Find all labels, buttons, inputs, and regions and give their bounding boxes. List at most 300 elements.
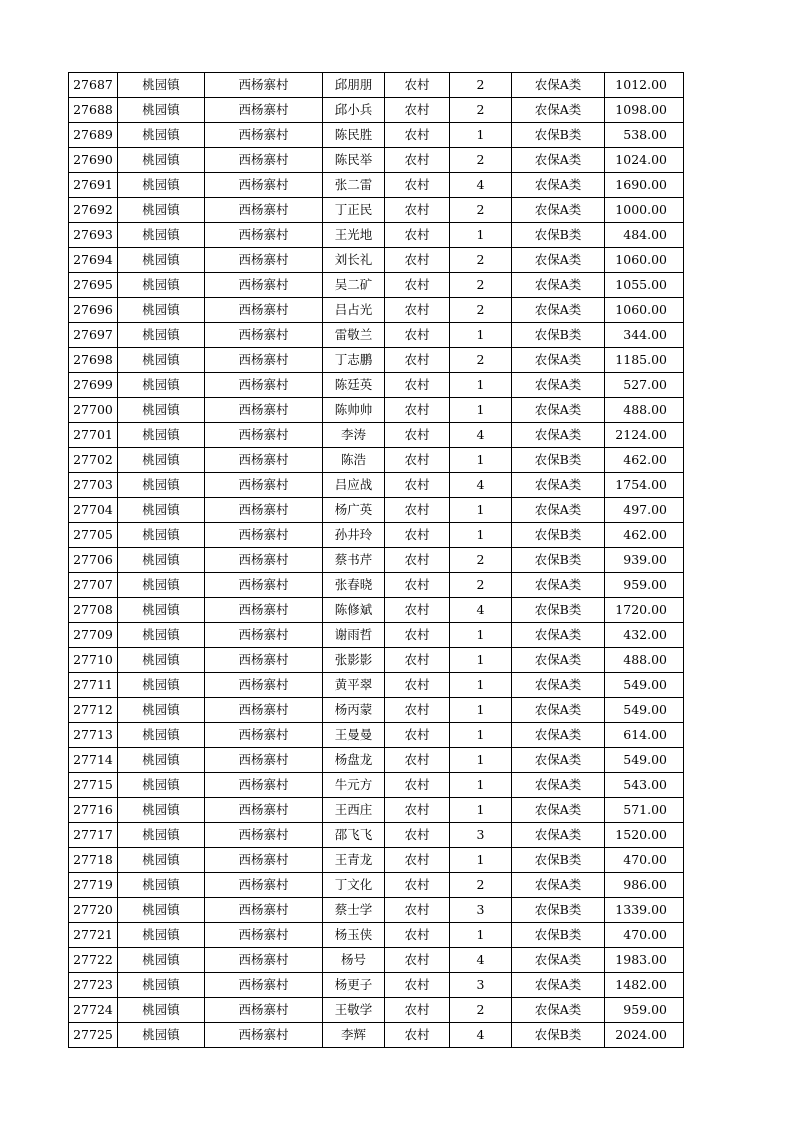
insurance-class-cell: 农保A类 (512, 973, 605, 998)
amount-cell: 1012.00 (605, 73, 684, 98)
town-cell: 桃园镇 (118, 548, 205, 573)
area-type-cell: 农村 (385, 823, 450, 848)
insurance-class-cell: 农保A类 (512, 298, 605, 323)
village-cell: 西杨寨村 (205, 73, 323, 98)
town-cell: 桃园镇 (118, 198, 205, 223)
amount-cell: 939.00 (605, 548, 684, 573)
amount-cell: 1482.00 (605, 973, 684, 998)
village-cell: 西杨寨村 (205, 723, 323, 748)
amount-cell: 1055.00 (605, 273, 684, 298)
record-id-cell: 27700 (69, 398, 118, 423)
record-id-cell: 27714 (69, 748, 118, 773)
town-cell: 桃园镇 (118, 673, 205, 698)
amount-cell: 488.00 (605, 398, 684, 423)
area-type-cell: 农村 (385, 173, 450, 198)
amount-cell: 1720.00 (605, 598, 684, 623)
area-type-cell: 农村 (385, 998, 450, 1023)
insurance-class-cell: 农保B类 (512, 448, 605, 473)
record-id-cell: 27722 (69, 948, 118, 973)
name-cell: 王曼曼 (323, 723, 385, 748)
name-cell: 陈民胜 (323, 123, 385, 148)
village-cell: 西杨寨村 (205, 348, 323, 373)
insurance-class-cell: 农保A类 (512, 98, 605, 123)
household-count-cell: 1 (450, 923, 512, 948)
village-cell: 西杨寨村 (205, 423, 323, 448)
household-count-cell: 1 (450, 748, 512, 773)
town-cell: 桃园镇 (118, 698, 205, 723)
table-row (69, 148, 684, 173)
table-row (69, 498, 684, 523)
town-cell: 桃园镇 (118, 223, 205, 248)
name-cell: 杨广英 (323, 498, 385, 523)
area-type-cell: 农村 (385, 848, 450, 873)
record-id-cell: 27716 (69, 798, 118, 823)
insurance-class-cell: 农保B类 (512, 1023, 605, 1048)
amount-cell: 538.00 (605, 123, 684, 148)
area-type-cell: 农村 (385, 398, 450, 423)
area-type-cell: 农村 (385, 548, 450, 573)
amount-cell: 432.00 (605, 623, 684, 648)
table-row (69, 623, 684, 648)
record-id-cell: 27724 (69, 998, 118, 1023)
name-cell: 蔡书芹 (323, 548, 385, 573)
insurance-class-cell: 农保A类 (512, 373, 605, 398)
name-cell: 丁志鹏 (323, 348, 385, 373)
insurance-class-cell: 农保B类 (512, 223, 605, 248)
amount-cell: 1000.00 (605, 198, 684, 223)
household-count-cell: 4 (450, 948, 512, 973)
insurance-class-cell: 农保A类 (512, 198, 605, 223)
name-cell: 张春晓 (323, 573, 385, 598)
amount-cell: 462.00 (605, 523, 684, 548)
household-count-cell: 1 (450, 523, 512, 548)
table-row (69, 973, 684, 998)
amount-cell: 549.00 (605, 673, 684, 698)
village-cell: 西杨寨村 (205, 223, 323, 248)
table-row (69, 173, 684, 198)
amount-cell: 2024.00 (605, 1023, 684, 1048)
table-row (69, 223, 684, 248)
record-id-cell: 27692 (69, 198, 118, 223)
record-id-cell: 27704 (69, 498, 118, 523)
amount-cell: 959.00 (605, 998, 684, 1023)
table-row (69, 723, 684, 748)
table-row (69, 423, 684, 448)
amount-cell: 549.00 (605, 698, 684, 723)
amount-cell: 986.00 (605, 873, 684, 898)
area-type-cell: 农村 (385, 698, 450, 723)
household-count-cell: 2 (450, 273, 512, 298)
village-cell: 西杨寨村 (205, 673, 323, 698)
town-cell: 桃园镇 (118, 598, 205, 623)
town-cell: 桃园镇 (118, 573, 205, 598)
area-type-cell: 农村 (385, 198, 450, 223)
town-cell: 桃园镇 (118, 873, 205, 898)
amount-cell: 484.00 (605, 223, 684, 248)
area-type-cell: 农村 (385, 523, 450, 548)
name-cell: 吕占光 (323, 298, 385, 323)
insurance-class-cell: 农保A类 (512, 773, 605, 798)
table-row (69, 998, 684, 1023)
name-cell: 王光地 (323, 223, 385, 248)
record-id-cell: 27691 (69, 173, 118, 198)
name-cell: 吕应战 (323, 473, 385, 498)
insurance-class-cell: 农保A类 (512, 73, 605, 98)
amount-cell: 959.00 (605, 573, 684, 598)
table-row (69, 948, 684, 973)
village-cell: 西杨寨村 (205, 173, 323, 198)
record-id-cell: 27690 (69, 148, 118, 173)
table-row (69, 573, 684, 598)
amount-cell: 2124.00 (605, 423, 684, 448)
household-count-cell: 3 (450, 898, 512, 923)
insurance-class-cell: 农保A类 (512, 173, 605, 198)
insurance-class-cell: 农保A类 (512, 248, 605, 273)
table-row (69, 348, 684, 373)
town-cell: 桃园镇 (118, 998, 205, 1023)
town-cell: 桃园镇 (118, 473, 205, 498)
village-cell: 西杨寨村 (205, 773, 323, 798)
name-cell: 杨丙蒙 (323, 698, 385, 723)
amount-cell: 470.00 (605, 923, 684, 948)
village-cell: 西杨寨村 (205, 273, 323, 298)
amount-cell: 527.00 (605, 373, 684, 398)
area-type-cell: 农村 (385, 773, 450, 798)
town-cell: 桃园镇 (118, 398, 205, 423)
household-count-cell: 3 (450, 973, 512, 998)
town-cell: 桃园镇 (118, 648, 205, 673)
household-count-cell: 2 (450, 998, 512, 1023)
area-type-cell: 农村 (385, 948, 450, 973)
name-cell: 杨更子 (323, 973, 385, 998)
record-id-cell: 27702 (69, 448, 118, 473)
household-count-cell: 2 (450, 148, 512, 173)
town-cell: 桃园镇 (118, 348, 205, 373)
household-count-cell: 1 (450, 848, 512, 873)
insurance-class-cell: 农保B类 (512, 848, 605, 873)
household-count-cell: 4 (450, 598, 512, 623)
area-type-cell: 农村 (385, 323, 450, 348)
household-count-cell: 2 (450, 248, 512, 273)
town-cell: 桃园镇 (118, 498, 205, 523)
record-id-cell: 27703 (69, 473, 118, 498)
town-cell: 桃园镇 (118, 123, 205, 148)
household-count-cell: 1 (450, 223, 512, 248)
village-cell: 西杨寨村 (205, 923, 323, 948)
table-row (69, 548, 684, 573)
table-row (69, 923, 684, 948)
amount-cell: 488.00 (605, 648, 684, 673)
area-type-cell: 农村 (385, 498, 450, 523)
town-cell: 桃园镇 (118, 73, 205, 98)
insurance-class-cell: 农保A类 (512, 498, 605, 523)
record-id-cell: 27715 (69, 773, 118, 798)
area-type-cell: 农村 (385, 898, 450, 923)
insurance-class-cell: 农保A类 (512, 348, 605, 373)
village-cell: 西杨寨村 (205, 948, 323, 973)
amount-cell: 1690.00 (605, 173, 684, 198)
village-cell: 西杨寨村 (205, 448, 323, 473)
village-cell: 西杨寨村 (205, 798, 323, 823)
area-type-cell: 农村 (385, 748, 450, 773)
area-type-cell: 农村 (385, 248, 450, 273)
town-cell: 桃园镇 (118, 448, 205, 473)
amount-cell: 497.00 (605, 498, 684, 523)
record-id-cell: 27720 (69, 898, 118, 923)
area-type-cell: 农村 (385, 623, 450, 648)
record-id-cell: 27695 (69, 273, 118, 298)
household-count-cell: 3 (450, 823, 512, 848)
area-type-cell: 农村 (385, 873, 450, 898)
village-cell: 西杨寨村 (205, 148, 323, 173)
town-cell: 桃园镇 (118, 773, 205, 798)
record-id-cell: 27710 (69, 648, 118, 673)
record-id-cell: 27696 (69, 298, 118, 323)
area-type-cell: 农村 (385, 973, 450, 998)
name-cell: 丁文化 (323, 873, 385, 898)
village-cell: 西杨寨村 (205, 498, 323, 523)
table-row (69, 598, 684, 623)
village-cell: 西杨寨村 (205, 573, 323, 598)
amount-cell: 1024.00 (605, 148, 684, 173)
insurance-class-cell: 农保A类 (512, 698, 605, 723)
area-type-cell: 农村 (385, 423, 450, 448)
area-type-cell: 农村 (385, 598, 450, 623)
insurance-class-cell: 农保A类 (512, 823, 605, 848)
household-count-cell: 1 (450, 648, 512, 673)
area-type-cell: 农村 (385, 148, 450, 173)
town-cell: 桃园镇 (118, 248, 205, 273)
roster-table (68, 72, 684, 1048)
amount-cell: 549.00 (605, 748, 684, 773)
record-id-cell: 27723 (69, 973, 118, 998)
amount-cell: 1520.00 (605, 823, 684, 848)
village-cell: 西杨寨村 (205, 548, 323, 573)
table-row (69, 448, 684, 473)
name-cell: 邱朋朋 (323, 73, 385, 98)
name-cell: 陈帅帅 (323, 398, 385, 423)
record-id-cell: 27707 (69, 573, 118, 598)
household-count-cell: 4 (450, 173, 512, 198)
village-cell: 西杨寨村 (205, 123, 323, 148)
town-cell: 桃园镇 (118, 373, 205, 398)
record-id-cell: 27687 (69, 73, 118, 98)
town-cell: 桃园镇 (118, 948, 205, 973)
table-row (69, 773, 684, 798)
area-type-cell: 农村 (385, 348, 450, 373)
record-id-cell: 27712 (69, 698, 118, 723)
town-cell: 桃园镇 (118, 273, 205, 298)
name-cell: 孙井玲 (323, 523, 385, 548)
household-count-cell: 2 (450, 73, 512, 98)
insurance-class-cell: 农保A类 (512, 473, 605, 498)
table-row (69, 698, 684, 723)
area-type-cell: 农村 (385, 798, 450, 823)
amount-cell: 344.00 (605, 323, 684, 348)
table-row (69, 373, 684, 398)
table-row (69, 73, 684, 98)
town-cell: 桃园镇 (118, 323, 205, 348)
village-cell: 西杨寨村 (205, 873, 323, 898)
village-cell: 西杨寨村 (205, 898, 323, 923)
amount-cell: 470.00 (605, 848, 684, 873)
record-id-cell: 27717 (69, 823, 118, 848)
name-cell: 邵飞飞 (323, 823, 385, 848)
amount-cell: 1060.00 (605, 298, 684, 323)
amount-cell: 462.00 (605, 448, 684, 473)
household-count-cell: 2 (450, 573, 512, 598)
household-count-cell: 1 (450, 373, 512, 398)
town-cell: 桃园镇 (118, 898, 205, 923)
village-cell: 西杨寨村 (205, 473, 323, 498)
insurance-class-cell: 农保B类 (512, 323, 605, 348)
table-row (69, 248, 684, 273)
household-count-cell: 1 (450, 673, 512, 698)
insurance-class-cell: 农保A类 (512, 623, 605, 648)
amount-cell: 1098.00 (605, 98, 684, 123)
name-cell: 黄平翠 (323, 673, 385, 698)
insurance-class-cell: 农保A类 (512, 648, 605, 673)
village-cell: 西杨寨村 (205, 298, 323, 323)
household-count-cell: 2 (450, 548, 512, 573)
amount-cell: 1339.00 (605, 898, 684, 923)
village-cell: 西杨寨村 (205, 98, 323, 123)
household-count-cell: 1 (450, 773, 512, 798)
name-cell: 王敬学 (323, 998, 385, 1023)
household-count-cell: 2 (450, 873, 512, 898)
insurance-class-cell: 农保A类 (512, 873, 605, 898)
town-cell: 桃园镇 (118, 848, 205, 873)
household-count-cell: 1 (450, 123, 512, 148)
record-id-cell: 27705 (69, 523, 118, 548)
insurance-class-cell: 农保A类 (512, 798, 605, 823)
town-cell: 桃园镇 (118, 798, 205, 823)
table-row (69, 323, 684, 348)
amount-cell: 1754.00 (605, 473, 684, 498)
town-cell: 桃园镇 (118, 298, 205, 323)
record-id-cell: 27694 (69, 248, 118, 273)
area-type-cell: 农村 (385, 1023, 450, 1048)
name-cell: 蔡士学 (323, 898, 385, 923)
table-row (69, 298, 684, 323)
household-count-cell: 1 (450, 698, 512, 723)
amount-cell: 571.00 (605, 798, 684, 823)
insurance-class-cell: 农保B类 (512, 898, 605, 923)
amount-cell: 1983.00 (605, 948, 684, 973)
village-cell: 西杨寨村 (205, 648, 323, 673)
insurance-class-cell: 农保B类 (512, 548, 605, 573)
village-cell: 西杨寨村 (205, 198, 323, 223)
insurance-class-cell: 农保B类 (512, 923, 605, 948)
table-row (69, 873, 684, 898)
table-row (69, 898, 684, 923)
name-cell: 张二雷 (323, 173, 385, 198)
record-id-cell: 27693 (69, 223, 118, 248)
village-cell: 西杨寨村 (205, 523, 323, 548)
insurance-class-cell: 农保A类 (512, 148, 605, 173)
village-cell: 西杨寨村 (205, 373, 323, 398)
household-count-cell: 1 (450, 723, 512, 748)
insurance-class-cell: 农保A类 (512, 398, 605, 423)
record-id-cell: 27699 (69, 373, 118, 398)
table-row (69, 1023, 684, 1048)
town-cell: 桃园镇 (118, 1023, 205, 1048)
table-row (69, 798, 684, 823)
area-type-cell: 农村 (385, 473, 450, 498)
town-cell: 桃园镇 (118, 723, 205, 748)
area-type-cell: 农村 (385, 673, 450, 698)
insurance-class-cell: 农保A类 (512, 723, 605, 748)
table-row (69, 748, 684, 773)
insurance-class-cell: 农保A类 (512, 273, 605, 298)
table-row (69, 648, 684, 673)
name-cell: 李涛 (323, 423, 385, 448)
town-cell: 桃园镇 (118, 623, 205, 648)
village-cell: 西杨寨村 (205, 698, 323, 723)
table-row (69, 848, 684, 873)
village-cell: 西杨寨村 (205, 998, 323, 1023)
table-row (69, 673, 684, 698)
name-cell: 牛元方 (323, 773, 385, 798)
record-id-cell: 27697 (69, 323, 118, 348)
area-type-cell: 农村 (385, 123, 450, 148)
town-cell: 桃园镇 (118, 173, 205, 198)
record-id-cell: 27706 (69, 548, 118, 573)
town-cell: 桃园镇 (118, 748, 205, 773)
insurance-class-cell: 农保A类 (512, 423, 605, 448)
household-count-cell: 1 (450, 398, 512, 423)
record-id-cell: 27721 (69, 923, 118, 948)
record-id-cell: 27698 (69, 348, 118, 373)
name-cell: 吴二矿 (323, 273, 385, 298)
household-count-cell: 1 (450, 498, 512, 523)
name-cell: 李辉 (323, 1023, 385, 1048)
household-count-cell: 2 (450, 198, 512, 223)
village-cell: 西杨寨村 (205, 848, 323, 873)
name-cell: 丁正民 (323, 198, 385, 223)
record-id-cell: 27713 (69, 723, 118, 748)
name-cell: 陈民举 (323, 148, 385, 173)
household-count-cell: 2 (450, 98, 512, 123)
town-cell: 桃园镇 (118, 148, 205, 173)
insurance-class-cell: 农保B类 (512, 598, 605, 623)
household-count-cell: 4 (450, 473, 512, 498)
table-row (69, 98, 684, 123)
name-cell: 陈廷英 (323, 373, 385, 398)
village-cell: 西杨寨村 (205, 623, 323, 648)
household-count-cell: 1 (450, 798, 512, 823)
name-cell: 杨号 (323, 948, 385, 973)
town-cell: 桃园镇 (118, 98, 205, 123)
village-cell: 西杨寨村 (205, 1023, 323, 1048)
household-count-cell: 2 (450, 298, 512, 323)
insurance-class-cell: 农保B类 (512, 523, 605, 548)
table-row (69, 523, 684, 548)
household-count-cell: 4 (450, 1023, 512, 1048)
area-type-cell: 农村 (385, 73, 450, 98)
village-cell: 西杨寨村 (205, 598, 323, 623)
area-type-cell: 农村 (385, 273, 450, 298)
name-cell: 王西庄 (323, 798, 385, 823)
insurance-class-cell: 农保A类 (512, 673, 605, 698)
area-type-cell: 农村 (385, 373, 450, 398)
village-cell: 西杨寨村 (205, 748, 323, 773)
record-id-cell: 27719 (69, 873, 118, 898)
name-cell: 杨盘龙 (323, 748, 385, 773)
town-cell: 桃园镇 (118, 523, 205, 548)
insurance-class-cell: 农保A类 (512, 573, 605, 598)
table-row (69, 473, 684, 498)
